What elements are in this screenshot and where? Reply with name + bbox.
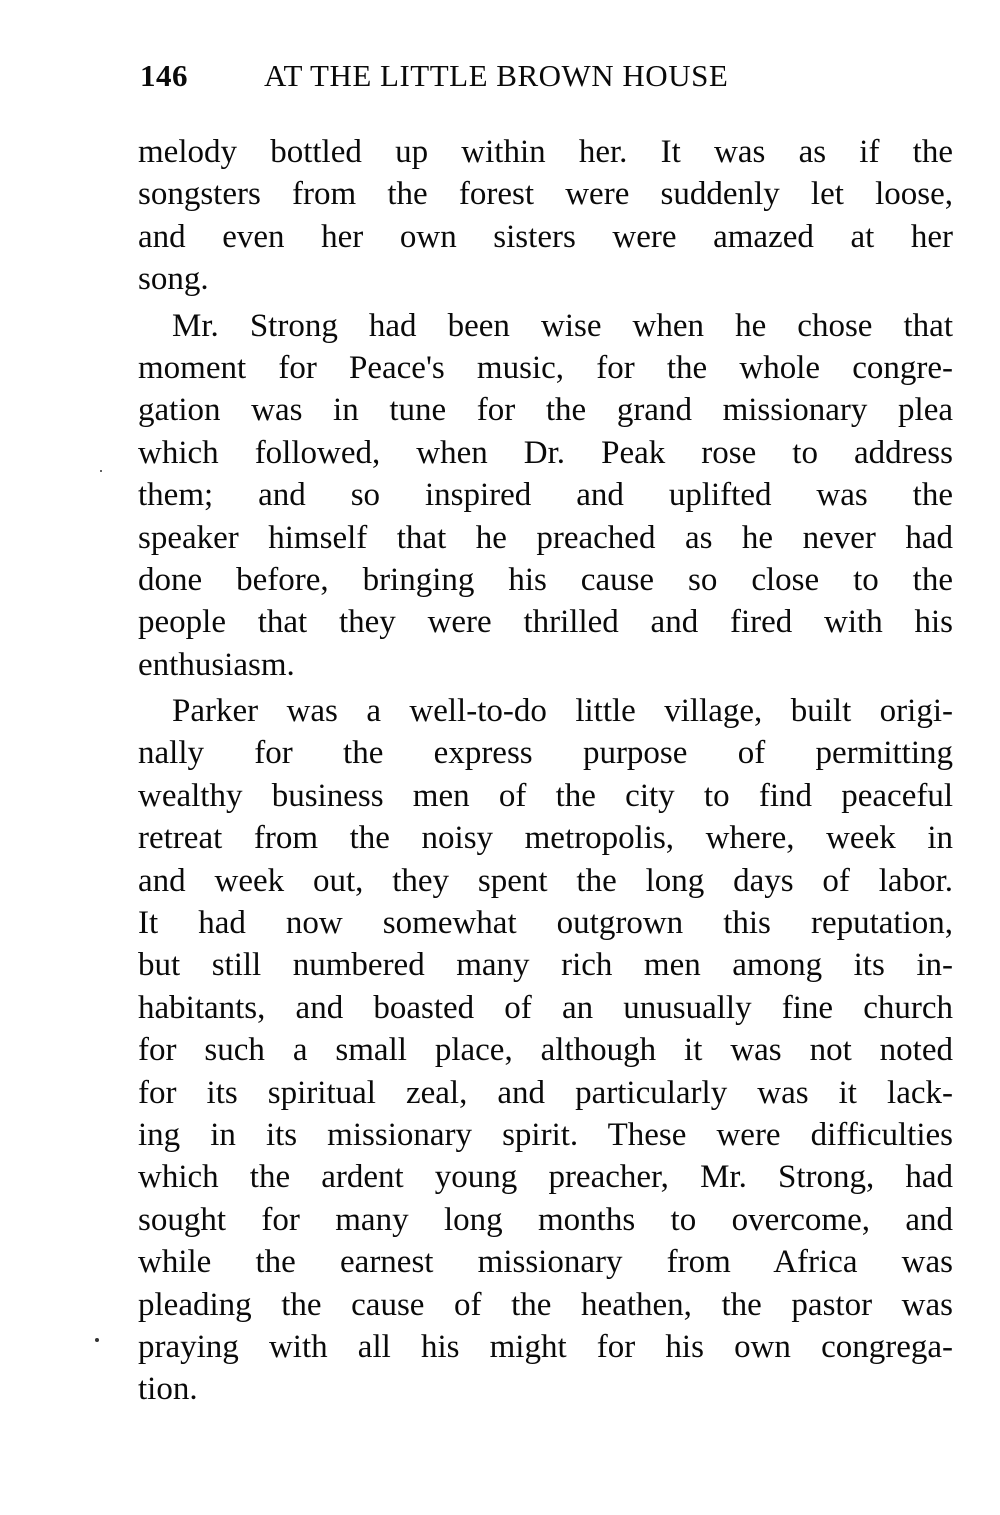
text-line: speaker himself that he preached as he never had [138,519,953,556]
text-line: Mr. Strong had been wise when he chose that [172,307,953,344]
text-line: gation was in tune for the grand missionary plea [138,392,953,429]
text-line: and week out, they spent the long days of labor. [138,862,953,899]
text-line: praying with all his might for his own congrega- [138,1328,953,1365]
text-line: which the ardent young preacher, Mr. Strong, had [138,1159,953,1196]
text-line: retreat from the noisy metropolis, where, week in [138,820,953,857]
text-line: for such a small place, although it was not noted [138,1032,953,1069]
text-line: which followed, when Dr. Peak rose to address [138,434,953,471]
text-line: done before, bringing his cause so close to the [138,561,953,598]
text-line: ing in its missionary spirit. These were difficulties [138,1116,953,1153]
text-line: nally for the express purpose of permitting [138,735,953,772]
text-line: song. [138,261,209,298]
text-line: habitants, and boasted of an unusually fine church [138,989,953,1026]
text-line: them; and so inspired and uplifted was the [138,477,953,514]
text-line: for its spiritual zeal, and particularly was it lack- [138,1074,953,1111]
text-line: sought for many long months to overcome, and [138,1201,953,1238]
text-line: wealthy business men of the city to find peaceful [138,777,953,814]
paragraph [138,690,953,1411]
scan-speck [95,1338,99,1342]
text-line: tion. [138,1371,198,1408]
text-line: Parker was a well-to-do little village, built origi- [172,693,953,730]
text-line: It had now somewhat outgrown this reputation, [138,905,953,942]
text-line: people that they were thrilled and fired with his [138,604,953,641]
text-line: songsters from the forest were suddenly let loose, [138,176,953,213]
text-line: melody bottled up within her. It was as if the [138,134,953,170]
page-number: 146 [140,58,188,93]
text-line: while the earnest missionary from Africa was [138,1244,953,1281]
text-line: moment for Peace's music, for the whole congre- [138,349,953,386]
running-head [140,58,952,98]
text-line: but still numbered many rich men among its in- [138,947,953,984]
body-text [138,131,953,1411]
text-line: enthusiasm. [138,646,295,683]
paragraph [138,131,953,301]
scan-speck [100,470,102,472]
text-line: pleading the cause of the heathen, the pastor was [138,1286,953,1323]
paragraph [138,305,953,687]
text-line: and even her own sisters were amazed at her [138,218,953,255]
running-title: AT THE LITTLE BROWN HOUSE [264,58,729,93]
